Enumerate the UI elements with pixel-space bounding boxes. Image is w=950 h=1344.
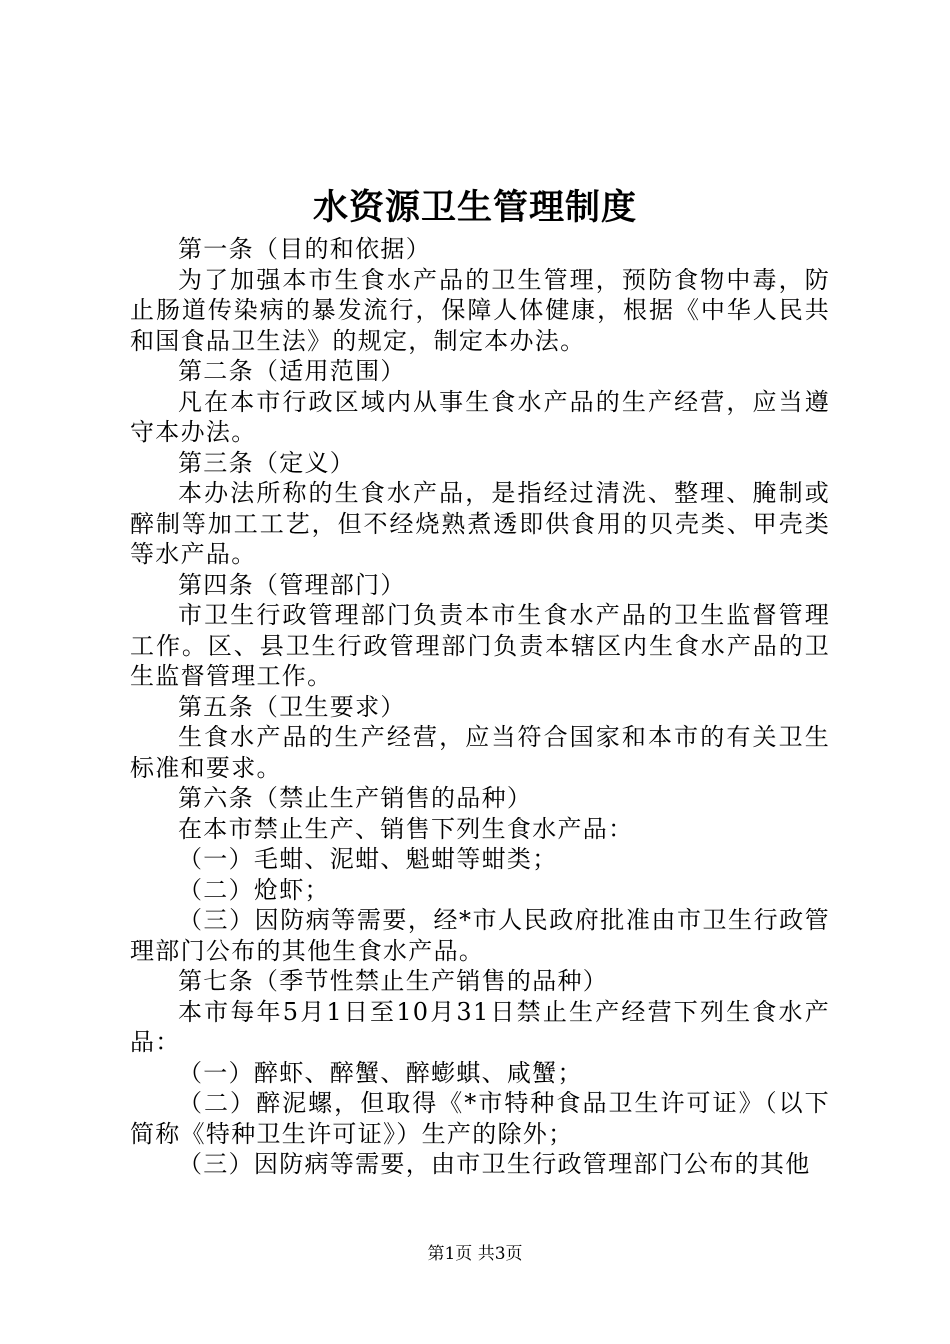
paragraph: 在本市禁止生产、销售下列生食水产品： — [178, 814, 634, 843]
document-body — [130, 234, 830, 1180]
article-heading: 第四条（管理部门） — [178, 570, 406, 599]
paragraph: 市卫生行政管理部门负责本市生食水产品的卫生监督管理工作。区、县卫生行政管理部门负责本辖区内生食水产品的卫生监督管理工作。 — [130, 601, 830, 690]
article-heading: 第二条（适用范围） — [178, 357, 406, 385]
list-item: （三）因防病等需要，由市卫生行政管理部门公布的其他 — [178, 1150, 811, 1178]
article-heading: 第六条（禁止生产销售的品种） — [178, 784, 533, 812]
article-heading: 第五条（卫生要求） — [178, 692, 406, 721]
list-item: （一）毛蚶、泥蚶、魁蚶等蚶类； — [178, 845, 558, 873]
page-number: 第1页 共3页 — [427, 1244, 523, 1264]
article-heading: 第七条（季节性禁止生产销售的品种） — [178, 967, 609, 995]
document-title: 水资源卫生管理制度 — [312, 187, 637, 228]
list-item: （二）炝虾； — [178, 875, 330, 904]
list-item: （三）因防病等需要，经*市人民政府批准由市卫生行政管理部门公布的其他生食水产品。 — [130, 906, 830, 965]
article-heading: 第一条（目的和依据） — [178, 235, 431, 263]
paragraph: 本市每年5月1日至10月31日禁止生产经营下列生食水产品： — [130, 997, 830, 1056]
paragraph: 凡在本市行政区域内从事生食水产品的生产经营，应当遵守本办法。 — [130, 387, 830, 446]
paragraph: 生食水产品的生产经营，应当符合国家和本市的有关卫生标准和要求。 — [130, 723, 830, 782]
paragraph: 本办法所称的生食水产品，是指经过清洗、整理、腌制或醉制等加工工艺，但不经烧熟煮透即供食用的贝壳类、甲壳类等水产品。 — [130, 479, 830, 568]
list-item: （二）醉泥螺，但取得《*市特种食品卫生许可证》（以下简称《特种卫生许可证》）生产的除外； — [130, 1089, 830, 1148]
list-item: （一）醉虾、醉蟹、醉蟛蜞、咸蟹； — [178, 1058, 583, 1087]
paragraph: 为了加强本市生食水产品的卫生管理，预防食物中毒，防止肠道传染病的暴发流行，保障人体健康，根据《中华人民共和国食品卫生法》的规定，制定本办法。 — [130, 265, 830, 355]
article-heading: 第三条（定义） — [178, 448, 356, 477]
